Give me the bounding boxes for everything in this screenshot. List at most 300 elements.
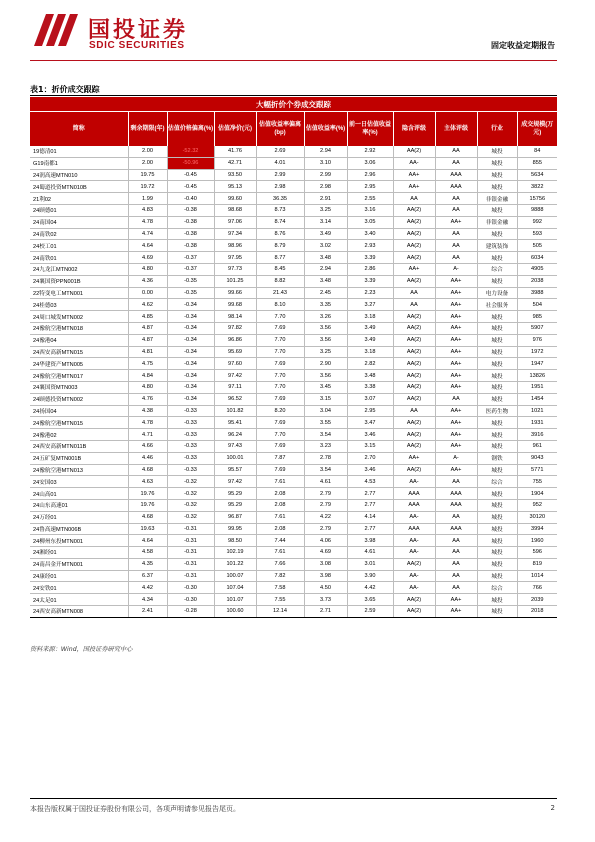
- table-cell: 24九龙江MTN002: [30, 263, 128, 275]
- table-cell: 2.86: [347, 263, 393, 275]
- table-cell: 95.57: [214, 464, 256, 476]
- table-cell: 2.23: [347, 287, 393, 299]
- table-cell: 8.79: [256, 240, 304, 252]
- table-cell: 4.80: [128, 263, 167, 275]
- table-cell: AA(2): [393, 381, 435, 393]
- table-cell: 4.22: [304, 511, 347, 523]
- table-cell: 2.78: [304, 452, 347, 464]
- table-cell: -0.34: [167, 311, 214, 323]
- table-row: [30, 287, 557, 299]
- table-cell: AA+: [435, 429, 477, 441]
- table-cell: 755: [517, 476, 557, 488]
- table-cell: AAA: [435, 169, 477, 181]
- table-cell: 医药生物: [477, 405, 517, 417]
- table-cell: AA+: [435, 275, 477, 287]
- table-cell: 城投: [477, 322, 517, 334]
- table-cell: 3.02: [304, 240, 347, 252]
- table-cell: 综合: [477, 582, 517, 594]
- table-cell: 2.94: [304, 263, 347, 275]
- table-cell: -50.96: [167, 157, 214, 169]
- table-cell: AA+: [435, 370, 477, 382]
- table-cell: 1951: [517, 381, 557, 393]
- table-cell: 3.55: [304, 417, 347, 429]
- table-cell: 3.48: [304, 252, 347, 264]
- table-cell: 24豫港02: [30, 429, 128, 441]
- table-cell: 2.77: [347, 499, 393, 511]
- table-cell: 24豫航空港MTN013: [30, 464, 128, 476]
- table-cell: 24顾德投资MTN002: [30, 393, 128, 405]
- table-cell: AA: [393, 405, 435, 417]
- table-cell: 99.95: [214, 523, 256, 535]
- table-body: [30, 146, 557, 617]
- table-cell: 2.41: [128, 606, 167, 618]
- table-cell: 95.41: [214, 417, 256, 429]
- table-cell: 3.48: [347, 370, 393, 382]
- table-cell: 24山高01: [30, 488, 128, 500]
- table-cell: 4.71: [128, 429, 167, 441]
- table-row: [30, 547, 557, 559]
- table-title: 表1：折价成交跟踪: [30, 85, 100, 94]
- table-cell: 1960: [517, 535, 557, 547]
- table-cell: -0.31: [167, 523, 214, 535]
- table-cell: 96.24: [214, 429, 256, 441]
- table-row: [30, 169, 557, 181]
- table-cell: 24南铁02: [30, 228, 128, 240]
- table-cell: 98.50: [214, 535, 256, 547]
- table-cell: -0.38: [167, 204, 214, 216]
- table-cell: 24豫航空港MTN017: [30, 370, 128, 382]
- table-cell: AA-: [393, 547, 435, 559]
- table-cell: 8.20: [256, 405, 304, 417]
- table-cell: 3.25: [304, 204, 347, 216]
- table-cell: 19德清01: [30, 146, 128, 157]
- table-cell: -0.32: [167, 511, 214, 523]
- table-cell: 21.43: [256, 287, 304, 299]
- table-cell: 97.34: [214, 228, 256, 240]
- table-cell: 3.18: [347, 346, 393, 358]
- table-cell: 98.14: [214, 311, 256, 323]
- table-cell: 7.58: [256, 582, 304, 594]
- table-cell: 7.70: [256, 346, 304, 358]
- table-row: [30, 370, 557, 382]
- table-cell: 36.35: [256, 193, 304, 205]
- table-cell: 4.42: [347, 582, 393, 594]
- table-cell: 2.99: [256, 169, 304, 181]
- footer-divider: [30, 798, 557, 799]
- table-cell: 9888: [517, 204, 557, 216]
- table-cell: 100.07: [214, 570, 256, 582]
- table-cell: AAA: [393, 523, 435, 535]
- column-header: 估值收益率偏离(bp): [256, 112, 304, 147]
- table-cell: 97.11: [214, 381, 256, 393]
- table-cell: AA+: [435, 299, 477, 311]
- table-cell: 3.65: [347, 594, 393, 606]
- logo-text-cn: 国投证券: [88, 18, 189, 43]
- table-cell: 98.68: [214, 204, 256, 216]
- table-cell: 24南铁01: [30, 252, 128, 264]
- table-cell: 24鲁高速MTN006B: [30, 523, 128, 535]
- table-cell: -0.34: [167, 346, 214, 358]
- table-cell: -0.31: [167, 547, 214, 559]
- table-cell: AA: [435, 228, 477, 240]
- table-cell: 城投: [477, 535, 517, 547]
- table-cell: 1904: [517, 488, 557, 500]
- table-cell: 3.23: [304, 440, 347, 452]
- table-cell: 101.22: [214, 558, 256, 570]
- table-cell: 19.76: [128, 488, 167, 500]
- table-cell: AA+: [435, 606, 477, 618]
- table-cell: 4.50: [304, 582, 347, 594]
- table-cell: 1947: [517, 358, 557, 370]
- table-row: [30, 181, 557, 193]
- table-cell: 1014: [517, 570, 557, 582]
- table-cell: -0.31: [167, 535, 214, 547]
- table-cell: 24襄国资PPN001B: [30, 275, 128, 287]
- page-number: 2: [550, 804, 555, 812]
- table-cell: AA(2): [393, 322, 435, 334]
- table-cell: AAA: [393, 499, 435, 511]
- table-cell: 4.75: [128, 358, 167, 370]
- table-cell: -0.40: [167, 193, 214, 205]
- table-cell: 7.69: [256, 322, 304, 334]
- table-cell: AA: [435, 535, 477, 547]
- table-cell: 3.49: [347, 334, 393, 346]
- column-header: 剩余期限(年): [128, 112, 167, 147]
- table-row: [30, 488, 557, 500]
- table-cell: AA+: [393, 452, 435, 464]
- table-cell: 城投: [477, 346, 517, 358]
- table-cell: -0.31: [167, 570, 214, 582]
- table-cell: AA: [435, 393, 477, 405]
- table-cell: AA: [393, 193, 435, 205]
- table-cell: AA(2): [393, 393, 435, 405]
- table-cell: AA(2): [393, 464, 435, 476]
- table-cell: 4.01: [256, 157, 304, 169]
- table-cell: 985: [517, 311, 557, 323]
- table-cell: 2.79: [304, 488, 347, 500]
- table-cell: AA-: [393, 535, 435, 547]
- table-cell: 2.91: [304, 193, 347, 205]
- table-cell: 96.86: [214, 334, 256, 346]
- table-cell: -0.33: [167, 464, 214, 476]
- table-cell: -0.37: [167, 263, 214, 275]
- table-cell: AA: [393, 299, 435, 311]
- table-row: [30, 228, 557, 240]
- table-cell: AA+: [435, 358, 477, 370]
- table-cell: -0.28: [167, 606, 214, 618]
- table-cell: 城投: [477, 429, 517, 441]
- table-cell: -0.34: [167, 322, 214, 334]
- table-cell: 2.82: [347, 358, 393, 370]
- table-cell: AA+: [435, 464, 477, 476]
- table-cell: 19.72: [128, 181, 167, 193]
- table-cell: 4.66: [128, 440, 167, 452]
- table-cell: 2.77: [347, 523, 393, 535]
- table-row: [30, 358, 557, 370]
- table-cell: 电力设备: [477, 287, 517, 299]
- table-cell: AA: [393, 287, 435, 299]
- table-cell: 24周口城发MTN002: [30, 311, 128, 323]
- table-cell: 24五矿复MTN001B: [30, 452, 128, 464]
- table-cell: AA(2): [393, 334, 435, 346]
- table-cell: 24南昌金开MTN001: [30, 558, 128, 570]
- table-cell: -0.33: [167, 405, 214, 417]
- table-cell: 7.69: [256, 417, 304, 429]
- table-cell: -0.33: [167, 452, 214, 464]
- table-cell: 2.94: [304, 146, 347, 157]
- table-cell: -0.32: [167, 476, 214, 488]
- column-header: 主体评级: [435, 112, 477, 147]
- table-cell: 766: [517, 582, 557, 594]
- table-cell: 6.37: [128, 570, 167, 582]
- table-cell: 3.39: [347, 275, 393, 287]
- table-cell: -0.38: [167, 228, 214, 240]
- table-cell: 4.84: [128, 370, 167, 382]
- table-cell: -0.30: [167, 582, 214, 594]
- table-cell: 8.45: [256, 263, 304, 275]
- table-cell: 3916: [517, 429, 557, 441]
- table-cell: 3.48: [304, 275, 347, 287]
- table-cell: 100.60: [214, 606, 256, 618]
- table-cell: 8.74: [256, 216, 304, 228]
- table-row: [30, 322, 557, 334]
- table-row: [30, 523, 557, 535]
- table-cell: 2.00: [128, 146, 167, 157]
- table-cell: AAA: [435, 181, 477, 193]
- table-cell: 24扬国04: [30, 405, 128, 417]
- table-cell: 93.50: [214, 169, 256, 181]
- table-cell: 7.66: [256, 558, 304, 570]
- table-cell: AA: [435, 146, 477, 157]
- table-cell: 24安国03: [30, 476, 128, 488]
- table-cell: 4.68: [128, 511, 167, 523]
- table-cell: 102.19: [214, 547, 256, 559]
- table-cell: 504: [517, 299, 557, 311]
- table-cell: 24豫航空港MTN015: [30, 417, 128, 429]
- table-cell: AA: [435, 252, 477, 264]
- table-cell: 97.42: [214, 370, 256, 382]
- table-cell: -0.38: [167, 216, 214, 228]
- table-row: [30, 558, 557, 570]
- table-cell: AA+: [435, 334, 477, 346]
- table-cell: AA: [435, 511, 477, 523]
- table-cell: 城投: [477, 311, 517, 323]
- table-cell: -0.37: [167, 252, 214, 264]
- table-cell: 24南国04: [30, 216, 128, 228]
- table-cell: 3.16: [347, 204, 393, 216]
- table-cell: 97.43: [214, 440, 256, 452]
- table-row: [30, 263, 557, 275]
- table-row: [30, 452, 557, 464]
- table-cell: 3.35: [304, 299, 347, 311]
- table-cell: 城投: [477, 594, 517, 606]
- table-cell: 21利02: [30, 193, 128, 205]
- table-row: [30, 204, 557, 216]
- table-cell: 42.71: [214, 157, 256, 169]
- table-cell: 95.69: [214, 346, 256, 358]
- table-cell: -0.33: [167, 429, 214, 441]
- table-cell: 3822: [517, 181, 557, 193]
- table-cell: 3.07: [347, 393, 393, 405]
- table-cell: 2018: [517, 606, 557, 618]
- table-cell: 4.62: [128, 299, 167, 311]
- table-cell: 4.61: [347, 547, 393, 559]
- table-cell: 7.69: [256, 358, 304, 370]
- table-cell: 24蜀道投资MTN010B: [30, 181, 128, 193]
- table-cell: 2.59: [347, 606, 393, 618]
- table-cell: 22特变电工MTN001: [30, 287, 128, 299]
- table-cell: 城投: [477, 440, 517, 452]
- table-row: [30, 570, 557, 582]
- table-cell: 4.69: [128, 252, 167, 264]
- table-cell: -0.30: [167, 594, 214, 606]
- table-cell: AAA: [435, 488, 477, 500]
- table-cell: 8.77: [256, 252, 304, 264]
- table-cell: 城投: [477, 464, 517, 476]
- header-divider: [30, 60, 557, 61]
- table-row: [30, 311, 557, 323]
- table-cell: 3.06: [347, 157, 393, 169]
- table-row: [30, 476, 557, 488]
- table-cell: 4.87: [128, 322, 167, 334]
- table-cell: -0.38: [167, 240, 214, 252]
- table-cell: 城投: [477, 547, 517, 559]
- table-cell: -0.32: [167, 488, 214, 500]
- table-cell: 城投: [477, 169, 517, 181]
- table-cell: 4.87: [128, 334, 167, 346]
- table-cell: AA+: [393, 263, 435, 275]
- table-row: [30, 381, 557, 393]
- table-cell: 8.82: [256, 275, 304, 287]
- table-cell: 41.76: [214, 146, 256, 157]
- table-row: [30, 157, 557, 169]
- table-cell: 24康经01: [30, 570, 128, 582]
- table-cell: 505: [517, 240, 557, 252]
- table-cell: 15756: [517, 193, 557, 205]
- table-cell: 城投: [477, 252, 517, 264]
- table-cell: 24西安高新MTN015: [30, 346, 128, 358]
- table-cell: 3.45: [304, 381, 347, 393]
- table-cell: 3.54: [304, 429, 347, 441]
- company-logo: [30, 10, 200, 54]
- table-cell: 城投: [477, 393, 517, 405]
- table-cell: AA-: [393, 570, 435, 582]
- table-cell: 5634: [517, 169, 557, 181]
- table-row: [30, 393, 557, 405]
- table-cell: -0.32: [167, 499, 214, 511]
- table-cell: AA(2): [393, 204, 435, 216]
- table-cell: 2.45: [304, 287, 347, 299]
- table-cell: 1454: [517, 393, 557, 405]
- table-cell: 7.70: [256, 381, 304, 393]
- table-cell: 2.90: [304, 358, 347, 370]
- table-cell: 2.55: [347, 193, 393, 205]
- table-cell: 4.14: [347, 511, 393, 523]
- table-cell: 非银金融: [477, 193, 517, 205]
- table-cell: 95.29: [214, 488, 256, 500]
- table-cell: 24校工01: [30, 240, 128, 252]
- table-cell: AAA: [435, 523, 477, 535]
- table-cell: 2.92: [347, 146, 393, 157]
- table-cell: AA+: [393, 169, 435, 181]
- table-cell: 城投: [477, 228, 517, 240]
- table-cell: AA(2): [393, 240, 435, 252]
- table-cell: 3.46: [347, 429, 393, 441]
- table-cell: 3.38: [347, 381, 393, 393]
- column-header: 估值收益率(%): [304, 112, 347, 147]
- table-cell: 2.00: [128, 157, 167, 169]
- table-cell: 3.49: [304, 228, 347, 240]
- table-row: [30, 499, 557, 511]
- table-cell: 3.39: [347, 252, 393, 264]
- table-cell: 2.08: [256, 499, 304, 511]
- table-cell: 3.47: [347, 417, 393, 429]
- table-cell: AA+: [435, 346, 477, 358]
- table-cell: 4.46: [128, 452, 167, 464]
- table-cell: 97.60: [214, 358, 256, 370]
- table-cell: 30120: [517, 511, 557, 523]
- table-cell: 7.87: [256, 452, 304, 464]
- table-cell: 7.55: [256, 594, 304, 606]
- table-cell: AA+: [393, 181, 435, 193]
- table-header-row: [30, 112, 557, 147]
- table-cell: AA-: [393, 476, 435, 488]
- table-cell: 4.64: [128, 240, 167, 252]
- table-cell: AA(2): [393, 346, 435, 358]
- table-cell: -0.33: [167, 440, 214, 452]
- table-cell: 24桂德03: [30, 299, 128, 311]
- table-cell: AA(2): [393, 311, 435, 323]
- table-cell: 24西安高新MTN011B: [30, 440, 128, 452]
- table-cell: -0.34: [167, 334, 214, 346]
- table-cell: -52.32: [167, 146, 214, 157]
- table-cell: 3988: [517, 287, 557, 299]
- table-row: [30, 216, 557, 228]
- table-cell: AA: [435, 558, 477, 570]
- table-cell: G19南都1: [30, 157, 128, 169]
- table-cell: 2.08: [256, 523, 304, 535]
- table-cell: 24豫航空港MTN018: [30, 322, 128, 334]
- table-cell: 7.82: [256, 570, 304, 582]
- column-header: 估值净价(元): [214, 112, 256, 147]
- table-cell: 976: [517, 334, 557, 346]
- table-cell: 综合: [477, 476, 517, 488]
- table-cell: 97.06: [214, 216, 256, 228]
- table-cell: AAA: [393, 488, 435, 500]
- table-cell: 3994: [517, 523, 557, 535]
- table-cell: 城投: [477, 381, 517, 393]
- table-cell: AA: [435, 240, 477, 252]
- table-cell: AA+: [435, 322, 477, 334]
- table-row: [30, 606, 557, 618]
- table-cell: AA: [435, 547, 477, 559]
- table-cell: 97.42: [214, 476, 256, 488]
- table-cell: 2.95: [347, 405, 393, 417]
- table-cell: 101.82: [214, 405, 256, 417]
- table-cell: 952: [517, 499, 557, 511]
- table-cell: 961: [517, 440, 557, 452]
- table-cell: -0.34: [167, 299, 214, 311]
- table-cell: 24润高速MTN010: [30, 169, 128, 181]
- table-cell: 4.85: [128, 311, 167, 323]
- table-cell: AA(2): [393, 370, 435, 382]
- table-cell: 2.08: [256, 488, 304, 500]
- table-row: [30, 299, 557, 311]
- table-cell: 100.01: [214, 452, 256, 464]
- table-cell: 4.53: [347, 476, 393, 488]
- table-cell: 7.69: [256, 464, 304, 476]
- table-cell: AA: [435, 582, 477, 594]
